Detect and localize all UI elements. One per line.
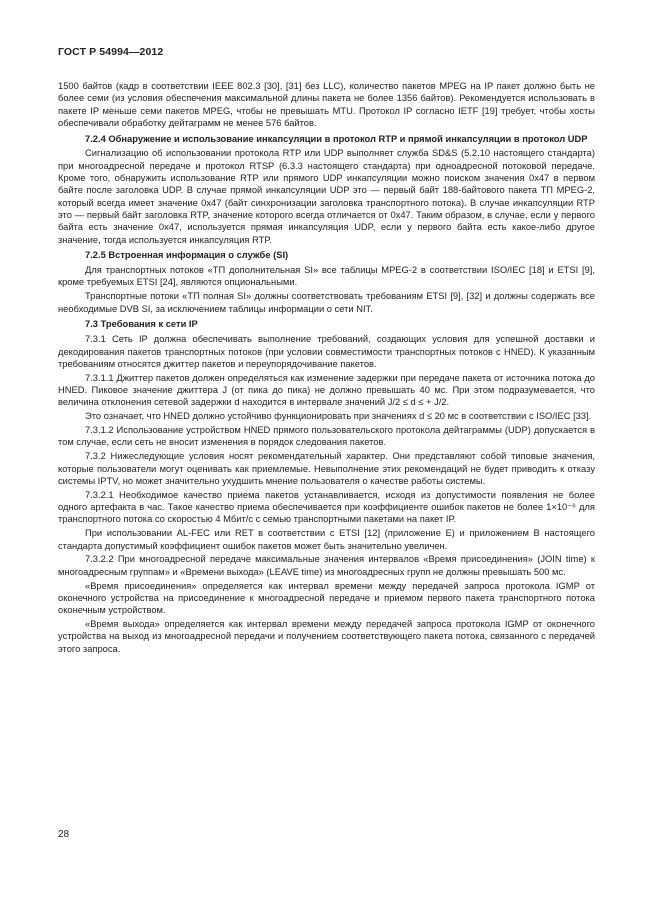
paragraph: «Время присоединения» определяется как интервал времени между передачей запроса протокола IGMP от оконечного устройства на присоединение к многоадресной передаче и приемом первого пакета транспортного потока оконечным устройством.: [58, 580, 595, 616]
paragraph: 1500 байтов (кадр в соответствии IEEE 802.3 [30], [31] без LLC), количество пакетов MPEG на IP пакет должно быть не более семи (из условия обеспечения максимальной длины пакета не более 1356 байтов). Рекомендуется использовать в пакете IP меньше семи пакетов MPEG, чтобы не превышать MTU. Протокол IP согласно IETF [19] требует, чтобы хосты обеспечивали обработку дейтаграмм не менее 576 байтов.: [58, 81, 595, 128]
paragraph: Сигнализацию об использовании протокола RTP или UDP выполняет служба SD&S (5.2.10 настоящего стандарта) при многоадресной передаче и протокол RTSP (6.3.3 настоящего стандарта) при одноадресной потоковой передаче. Кроме того, обнаружить использование RTP или прямого UDP инкапсуляции можно поиском значения 0x47 в первом байте после заголовка UDP. В случае прямой инкапсуляции UDP это — первый байт 188-байтового пакета ТП MPEG-2, который всегда имеет значение 0x47 (байт синхронизации заголовка транспортного потока). В случае инкапсуляции RTP это — первый байт заголовка RTP, значение которого всегда отличается от 0x47. Таким образом, в случае, если у первого байта есть значение 0x47, используется прямая инкапсуляция UDP, если у первого байта есть какое-либо другое значение, тогда используется инкапсуляция RTP.: [58, 148, 595, 245]
document-header: ГОСТ Р 54994—2012: [58, 46, 164, 58]
paragraph: Транспортные потоки «ТП полная SI» должны соответствовать требованиям ETSI [9], [32] и должны содержать все необходимые DVB SI, за исключением таблицы информации о сети NIT.: [58, 291, 595, 314]
paragraph: Это означает, что HNED должно устойчиво функционировать при значениях d ≤ 20 мс в соответствии с ISO/IEC [33].: [85, 411, 592, 422]
section-heading-7-2-4: 7.2.4 Обнаружение и использование инкапсуляции в протокол RTP и прямой инкапсуляции в протокол UDP: [85, 133, 588, 144]
paragraph: 7.3.2.2 При многоадресной передаче максимальные значения интервалов «Время присоединения» (JOIN time) к многоадресным группам» и «Времени выхода» (LEAVE time) из многоадресных групп не должны превышать 500 мс.: [58, 554, 595, 577]
paragraph: При использовании AL-FEC или RET в соответствии с ETSI [12] (приложение E) и приложением B настоящего стандарта допустимый коэффициент ошибок пакетов может быть значительно увеличен.: [58, 528, 595, 551]
paragraph: 7.3.1.1 Джиттер пакетов должен определяться как изменение задержки при передаче пакета от источника потока до HNED. Пиковое значение джиттера J (от пика до пика) не должно превышать 40 мс. При этом подразумевается, что величина отклонения сетевой задержки d находится в интервале значений J/2 ≤ d ≤ + J/2.: [58, 372, 595, 408]
paragraph: 7.3.2 Нижеследующие условия носят рекомендательный характер. Они представляют собой типовые значения, которые пользователи могут оценивать как приемлемые. Невыполнение этих рекомендаций не будет приводить к отказу системы IPTV, но может значительно ухудшить мнение пользователя о качестве работы системы.: [58, 451, 595, 486]
paragraph: 7.3.2.1 Необходимое качество приема пакетов устанавливается, исходя из допустимости появления не более одного артефакта в час. Такое качество приема обеспечивается при коэффициенте ошибок пакетов не более 1×10⁻⁶ для транспортного потока со скоростью 4 Мбит/с с семью транспортными пакетами на пакет IP.: [58, 489, 595, 525]
paragraph: Для транспортных потоков «ТП дополнительная SI» все таблицы MPEG-2 в соответствии ISO/IEC [18] и ETSI [9], кроме требуемых ETSI [24], являются опциональными.: [58, 265, 595, 288]
section-heading-7-3: 7.3 Требования к сети IP: [85, 319, 198, 330]
paragraph: «Время выхода» определяется как интервал времени между передачей запроса протокола IGMP от оконечного устройства на выход из многоадресной передачи и получением соответствующего пакета потока, связанного с передачей этого запроса.: [58, 619, 595, 654]
paragraph: 7.3.1 Сеть IP должна обеспечивать выполнение требований, создающих условия для успешной доставки и декодирования пакетов транспортных потоков (при условии совместимости транспортных потоков с HNED). К указанным требованиям относятся джиттер пакетов и переупорядочивание пакетов.: [58, 334, 595, 369]
page-number: 28: [58, 829, 70, 840]
paragraph: 7.3.1.2 Использование устройством HNED прямого пользовательского протокола дейтаграммы (UDP) допускается в том случае, если сеть не вносит изменения в порядок следования пакетов.: [58, 425, 595, 448]
document-body: [58, 80, 595, 657]
section-heading-7-2-5: 7.2.5 Встроенная информация о службе (SI): [85, 250, 289, 261]
